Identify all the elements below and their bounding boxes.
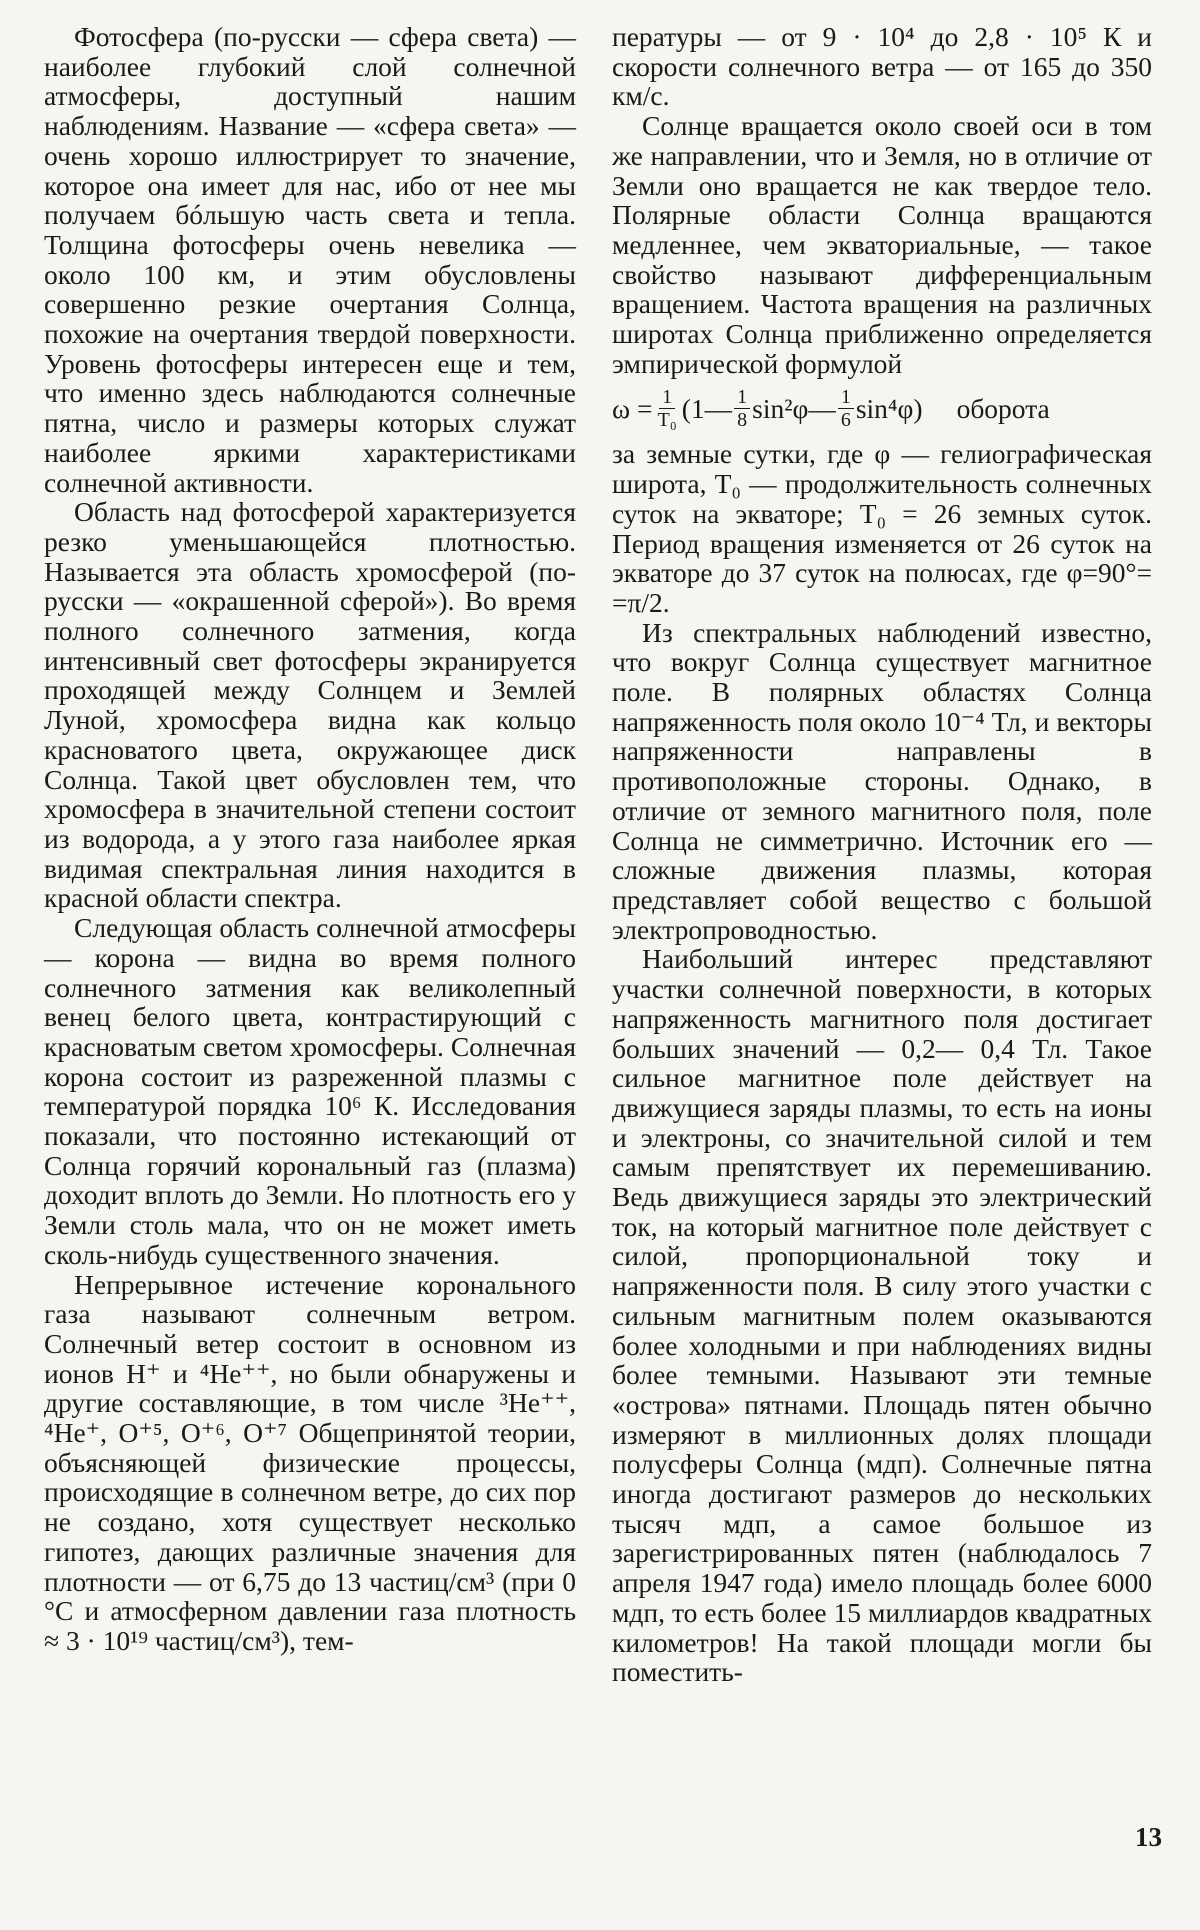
paragraph-chromosphere: Область над фотосферой характеризуется резко уменьшающейся плотностью. Называется эта область хромосферой (по-русски — «окрашенной сферой»). Во время полного солнечного затмения, когда интенсивный свет фотосферы экранируется проходящей между Солнцем и Землей Луной, хромосфера видна как кольцо красноватого цвета, окружающее диск Солнца. Такой цвет обусловлен тем, что хромосфера в значительной степени состоит из водорода, а у этого газа наиболее яркая видимая спектральная линия находится в красной области спектра. xyxy=(44,496,576,914)
formula-part-3: sin⁴φ) xyxy=(855,393,923,425)
formula-fraction-3 xyxy=(838,386,854,431)
fraction-1-denominator: T₀ xyxy=(657,409,677,432)
formula-part-1: (1— xyxy=(681,393,733,425)
paragraph-rotation: Солнце вращается около своей оси в том же направлении, что и Земля, но в отличие от Земли оно вращается не как твердое тело. Полярные области Солнца вращаются медленнее, чем экваториальные, — такое свойство называют дифференциальным вращением. Частота вращения на различных широтах Солнца приближенно определяется эмпирической формулой xyxy=(612,110,1152,379)
paragraph-continuation: пературы — от 9 · 10⁴ до 2,8 · 10⁵ К и скорости солнечного ветра — от 165 до 350 км/с. xyxy=(612,21,1152,112)
fraction-3-denominator: 6 xyxy=(840,409,851,432)
formula-unit: оборота xyxy=(956,393,1050,425)
fraction-2-numerator: 1 xyxy=(734,386,750,409)
fraction-3-numerator: 1 xyxy=(838,386,854,409)
formula-fraction-1 xyxy=(655,386,680,431)
rotation-formula xyxy=(612,386,1152,431)
paragraph-corona: Следующая область солнечной атмосферы — корона — видна во время полного солнечного затмения как великолепный венец белого цвета, контрастирующий с красноватым светом хромосферы. Солнечная корона состоит из разреженной плазмы с температурой порядка 10⁶ К. Исследования показали, что постоянно истекающий от Солнца горячий корональный газ (плазма) доходит вплоть до Земли. Но плотность его у Земли столь мала, что он не может иметь сколь-нибудь существенного значения. xyxy=(44,912,576,1270)
paragraph-sunspots: Наибольший интерес представляют участки солнечной поверхности, в которых напряженность магнитного поля достигает больших значений — 0,2— 0,4 Тл. Такое сильное магнитное поле действует на движущиеся заряды плазмы, то есть на ионы и электроны, со значительной силой и тем самым препятствует их перемешиванию. Ведь движущиеся заряды это электрический ток, на который магнитное поле действует с силой, пропорциональной току и напряженности поля. В силу этого участки с сильным магнитным полем оказываются более холодными и при наблюдениях видны более темными. Называют эти темные «острова» пятнами. Площадь пятен обычно измеряют в миллионных долях площади полусферы Солнца (мдп). Солнечные пятна иногда достигают размеров до нескольких тысяч мдп, а самое большое из зарегистрированных пятен (наблюдалось 7 апреля 1947 года) имело площадь более 6000 мдп, то есть более 15 миллиардов квадратных километров! На такой площади могли бы поместить- xyxy=(612,943,1152,1688)
paragraph-solar-wind: Непрерывное истечение коронального газа называют солнечным ветром. Солнечный ветер состоит в основном из ионов H⁺ и ⁴He⁺⁺, но были обнаружены и другие составляющие, в том числе ³He⁺⁺, ⁴He⁺, O⁺⁵, O⁺⁶, O⁺⁷ Общепринятой теории, объясняющей физические процессы, происходящие в солнечном ветре, до сих пор не создано, хотя существует несколько гипотез, дающих различные значения для плотности — от 6,75 до 13 частиц/см³ (при 0 °С и атмосферном давлении газа плотность ≈ 3 · 10¹⁹ частиц/см³), тем- xyxy=(44,1268,576,1656)
fraction-2-denominator: 8 xyxy=(737,409,748,432)
fraction-1-numerator: 1 xyxy=(659,386,675,409)
paragraph-photosphere: Фотосфера (по-русски — сфера света) — наиболее глубокий слой солнечной атмосферы, доступный нашим наблюдениям. Название — «сфера света» — очень хорошо иллюстрирует то значение, которое она имеет для нас, ибо от нее мы получаем бóльшую часть света и тепла. Толщина фотосферы очень невелика — около 100 км, и этим обусловлены совершенно резкие очертания Солнца, похожие на очертания твердой поверхности. Уровень фотосферы интересен еще и тем, что именно здесь наблюдаются солнечные пятна, число и размеры которых служат наиболее яркими характеристиками солнечной активности. xyxy=(44,21,576,498)
formula-part-2: sin²φ— xyxy=(752,393,836,425)
right-column xyxy=(612,22,1152,1687)
paragraph-formula-explanation: за земные сутки, где φ — гелиографическая широта, T₀ — продолжительность солнечных суток на экваторе; T₀ = 26 земных суток. Период вращения изменяется от 26 суток на экваторе до 37 суток на полюсах, где φ=90°= =π/2. xyxy=(612,438,1152,618)
left-column xyxy=(44,22,576,1656)
page-number: 13 xyxy=(1135,1822,1162,1852)
formula-lhs: ω = xyxy=(612,393,653,425)
formula-fraction-2 xyxy=(734,386,750,431)
paragraph-magnetic-field: Из спектральных наблюдений известно, что вокруг Солнца существует магнитное поле. В полярных областях Солнца напряженность поля около 10⁻⁴ Тл, и векторы напряженности направлены в противоположные стороны. Однако, в отличие от земного магнитного поля, поле Солнца не симметрично. Источник его — сложные движения плазмы, которая представляет собой вещество с большой электропроводностью. xyxy=(612,616,1152,945)
